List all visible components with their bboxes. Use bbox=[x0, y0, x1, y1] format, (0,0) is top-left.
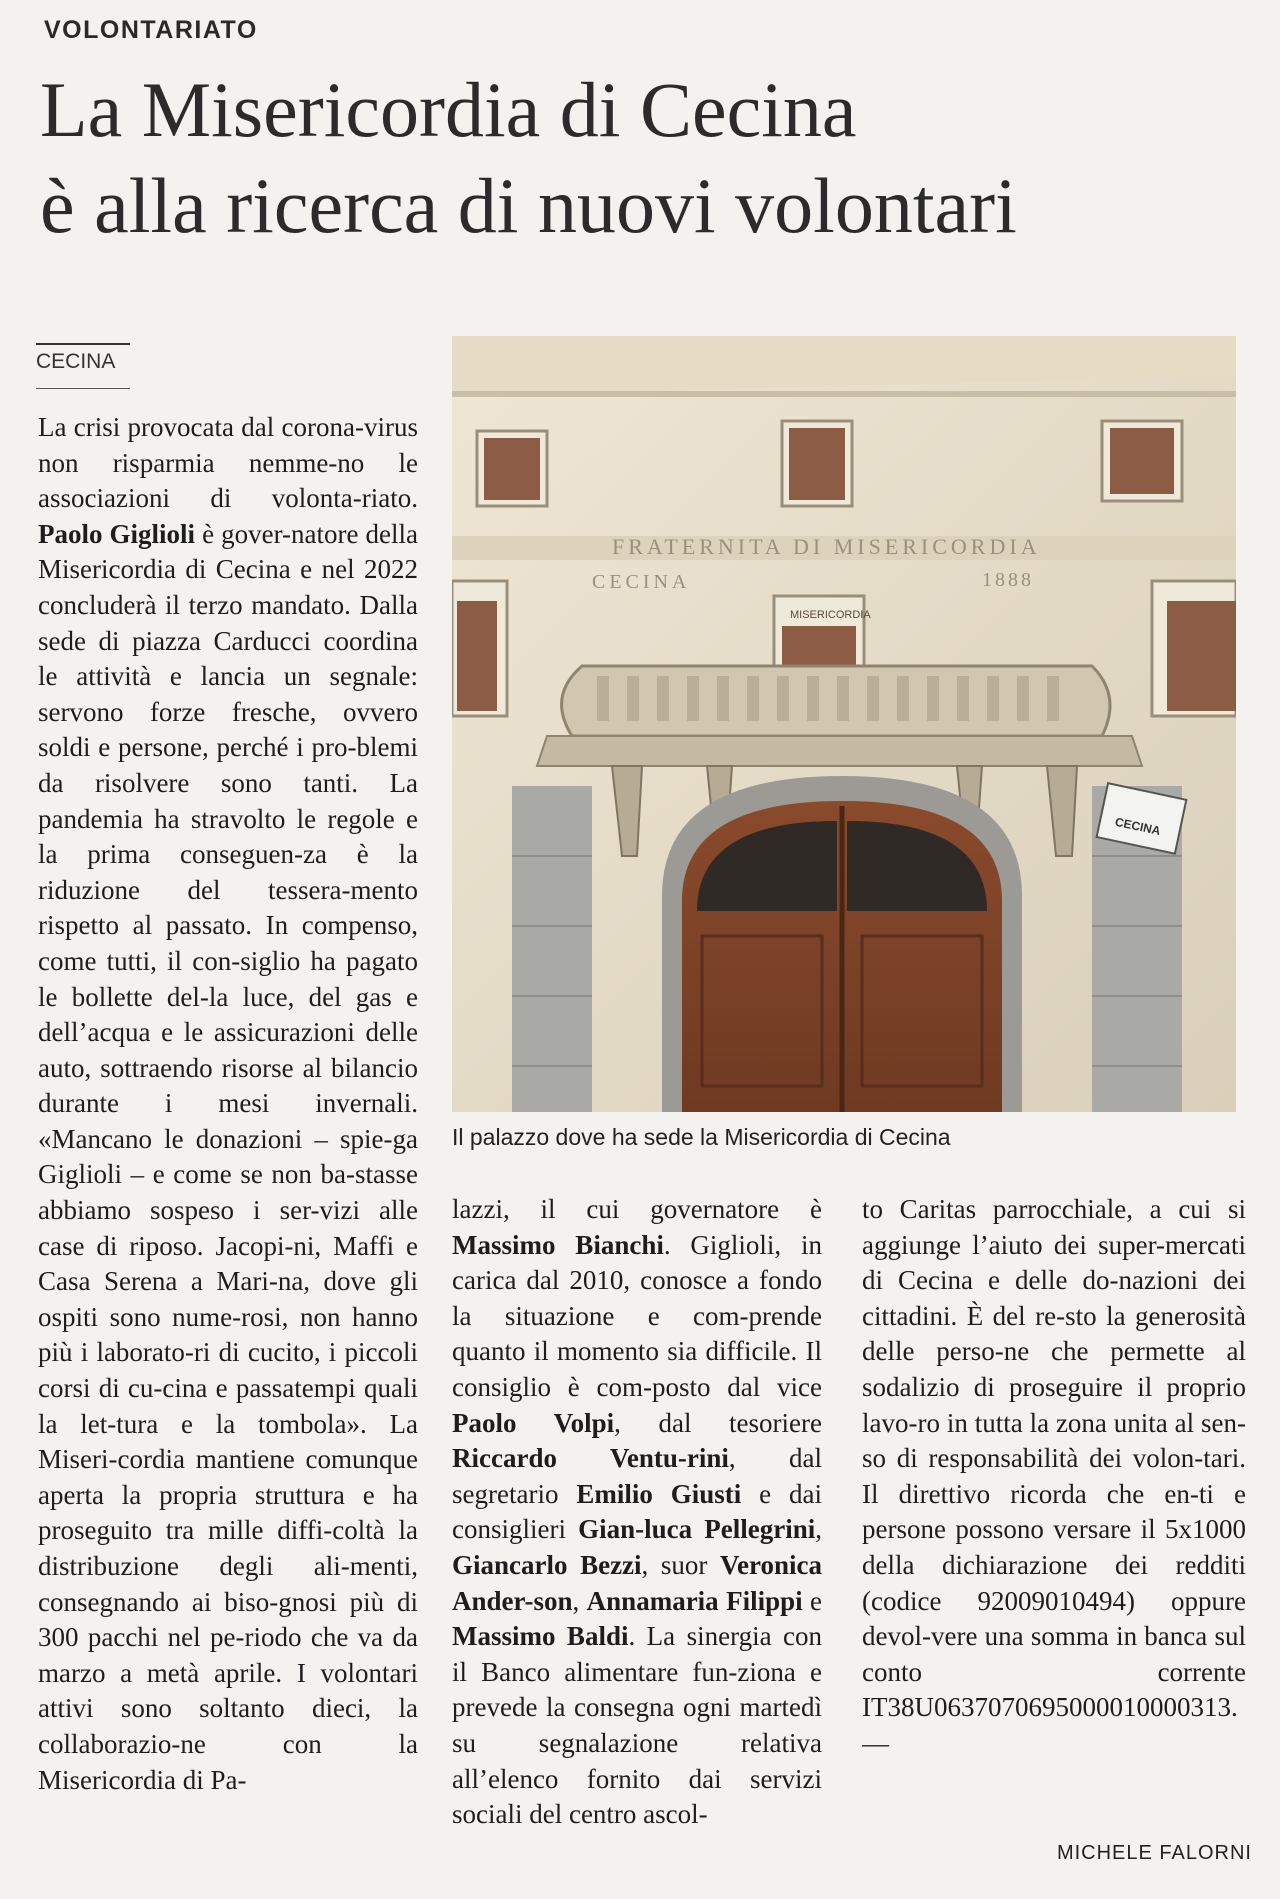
body-text: e bbox=[802, 1585, 822, 1616]
headline bbox=[40, 62, 1240, 254]
article-column-2 bbox=[452, 1192, 822, 1890]
body-text: , bbox=[815, 1514, 822, 1545]
body-text: , dal tesoriere bbox=[614, 1407, 822, 1438]
body-text: , dal segretario bbox=[452, 1443, 822, 1509]
person-name: Riccardo Ventu-rini bbox=[452, 1443, 729, 1474]
facade-city: CECINA bbox=[592, 571, 691, 593]
facade-inscription: FRATERNITA DI MISERICORDIA bbox=[612, 534, 1041, 559]
body-text: . Giglioli, in carica dal 2010, conosce a fondo la situazione e com-prende quanto il momento sia difficile. Il consiglio è com-posto dal vice bbox=[452, 1229, 822, 1402]
person-name: Gian-luca Pellegrini bbox=[578, 1514, 816, 1545]
body-text: , bbox=[572, 1585, 587, 1616]
body-text: . La sinergia con il Banco alimentare fun-ziona e prevede la consegna ogni martedì su segnalazione relativa all’elenco fornito dai servizi sociali del centro ascol- bbox=[452, 1621, 822, 1830]
article-photo bbox=[452, 336, 1236, 1112]
person-name: Massimo Bianchi bbox=[452, 1229, 664, 1260]
article-column-1 bbox=[38, 410, 418, 1890]
facade-year: 1888 bbox=[982, 569, 1034, 591]
person-name: Emilio Giusti bbox=[576, 1478, 742, 1509]
article-column-3 bbox=[862, 1192, 1246, 1890]
body-text: to Caritas parrocchiale, a cui si aggiunge l’aiuto dei super-mercati di Cecina e delle do-nazioni dei cittadini. È del re-sto la generosità delle perso-ne che permette al sodalizio di proseguire il proprio lavo-ro in tutta la zona unita al sen-so di responsabilità dei volon-tari. Il direttivo ricorda che en-ti e persone possono versare il 5x1000 della dichiarazione dei redditi (codice 92009010494) oppure devol-vere una somma in banca sul conto corrente IT38U0637070695000010000313.— bbox=[862, 1194, 1246, 1758]
byline: MICHELE FALORNI bbox=[1056, 1842, 1252, 1864]
dateline: CECINA bbox=[36, 350, 116, 373]
window-sign: MISERICORDIA bbox=[790, 609, 871, 621]
dateline-rule-top bbox=[36, 343, 130, 345]
plaque-text: CECINA bbox=[1113, 814, 1162, 838]
person-name: Annamaria Filippi bbox=[586, 1585, 803, 1616]
body-text: e dai consiglieri bbox=[452, 1478, 822, 1545]
body-text: lazzi, il cui governatore è bbox=[452, 1194, 822, 1224]
body-text: La crisi provocata dal corona-virus non risparmia nemme-no le associazioni di volonta-riato. bbox=[38, 412, 418, 514]
headline-line-1: La Misericordia di Cecina bbox=[40, 66, 857, 153]
section-label: VOLONTARIATO bbox=[44, 16, 258, 44]
person-name: Paolo Giglioli bbox=[38, 518, 196, 549]
person-name: Paolo Volpi bbox=[452, 1407, 615, 1438]
body-text: è gover-natore della Misericordia di Cecina e nel 2022 concluderà il terzo mandato. Dalla sede di piazza Carducci coordina le attività e lancia un segnale: servono forze fresche, ovvero soldi e persone, perché i pro-blemi da risolvere sono tanti. La pandemia ha stravolto le regole e la prima conseguen-za è la riduzione del tessera-mento rispetto al passato. In compenso, come tutti, il con-siglio ha pagato le bollette del-la luce, del gas e dell’acqua e le assicurazioni delle auto, sottraendo risorse al bilancio durante i mesi invernali. «Mancano le donazioni – spie-ga Giglioli – e come se non ba-stasse abbiamo sospeso i ser-vizi alle case di riposo. Jacopi-ni, Maffi e Casa Serena a Mari-na, dove gli ospiti sono nume-rosi, non hanno più i laborato-ri di cucito, i piccoli corsi di cu-cina e passatempi quali la let-tura e la tombola». La Miseri-cordia mantiene comunque aperta la propria struttura e ha proseguito tra mille diffi-coltà la distribuzione degli ali-menti, consegnando ai biso-gnosi più di 300 pacchi nel pe-riodo che va da marzo a metà aprile. I volontari attivi sono soltanto dieci, la collaborazio-ne con la Misericordia di Pa- bbox=[38, 518, 418, 1795]
headline-line-2: è alla ricerca di nuovi volontari bbox=[40, 162, 1017, 249]
building-facade-icon bbox=[452, 336, 1236, 1112]
photo-caption: Il palazzo dove ha sede la Misericordia di Cecina bbox=[452, 1124, 951, 1150]
dateline-rule-bottom bbox=[36, 388, 130, 389]
person-name: Massimo Baldi bbox=[452, 1621, 629, 1652]
person-name: Veronica Ander-son bbox=[452, 1549, 822, 1616]
body-text: , suor bbox=[641, 1549, 720, 1580]
person-name: Giancarlo Bezzi bbox=[452, 1549, 642, 1580]
